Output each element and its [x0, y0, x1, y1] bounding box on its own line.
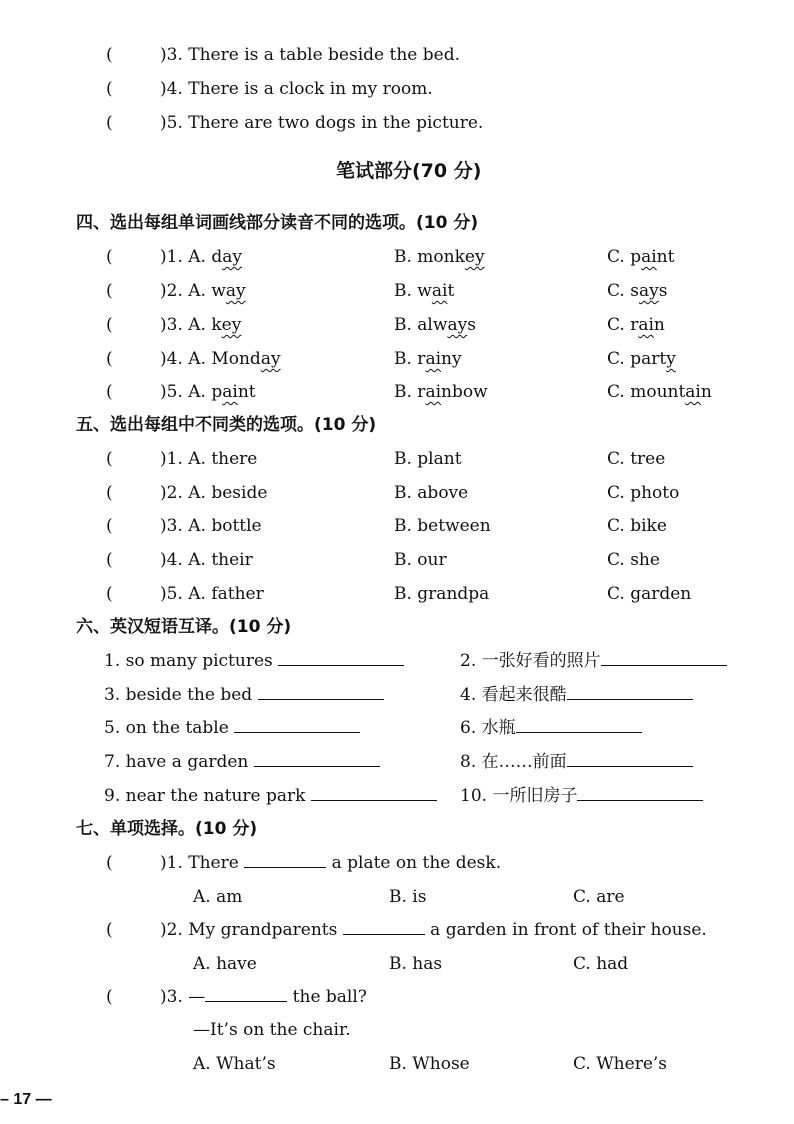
underlined-letters: ai — [425, 382, 442, 402]
category-option-a[interactable]: ( )3. A. bottle — [106, 516, 262, 536]
answer-blank[interactable] — [258, 685, 384, 700]
phrase-8: 8. 在……前面 — [460, 752, 693, 772]
category-option-b[interactable]: B. grandpa — [394, 584, 490, 604]
answer-paren[interactable]: ( — [106, 516, 113, 536]
answer-paren[interactable]: ( — [106, 853, 113, 873]
phrase-10: 10. 一所旧房子 — [460, 786, 703, 806]
underlined-letters: ai — [425, 349, 442, 369]
answer-paren[interactable]: ( — [106, 315, 113, 335]
answer-paren[interactable]: ( — [106, 449, 113, 469]
underlined-letters: ay — [638, 281, 659, 301]
item-text: )4. There is a clock in my room. — [160, 79, 433, 99]
phrase-4: 4. 看起来很酷 — [460, 685, 693, 705]
answer-paren[interactable]: ( — [106, 281, 113, 301]
phonics-option-a[interactable]: ( )4. A. Monday — [106, 349, 281, 369]
listening-item-5 — [106, 113, 483, 133]
phrase-7: 7. have a garden — [104, 752, 380, 772]
section-7-heading: 七、单项选择。(10 分) — [76, 819, 258, 839]
underlined-letters: ai — [222, 382, 238, 402]
category-option-b[interactable]: B. between — [394, 516, 491, 536]
category-option-c[interactable]: C. tree — [607, 449, 666, 469]
mc-question-2: ( )2. My grandparents a garden in front of their house. — [106, 920, 707, 940]
underlined-letters: ey — [221, 315, 242, 335]
listening-item-4 — [106, 79, 433, 99]
answer-blank[interactable] — [577, 786, 703, 801]
category-option-a[interactable]: ( )5. A. father — [106, 584, 264, 604]
item-text: )3. There is a table beside the bed. — [160, 45, 460, 65]
phrase-5: 5. on the table — [104, 718, 360, 738]
mc-option-b[interactable]: B. Whose — [389, 1054, 470, 1074]
category-option-c[interactable]: C. photo — [607, 483, 680, 503]
phonics-option-a[interactable]: ( )2. A. way — [106, 281, 246, 301]
answer-blank[interactable] — [205, 987, 287, 1002]
category-option-c[interactable]: C. garden — [607, 584, 692, 604]
phonics-option-c[interactable]: C. paint — [607, 247, 675, 267]
underlined-letters: ay — [222, 247, 242, 267]
answer-paren[interactable]: ( — [106, 45, 113, 65]
phonics-option-c[interactable]: C. party — [607, 349, 676, 369]
answer-blank[interactable] — [567, 752, 693, 767]
underlined-letters: ay — [260, 349, 281, 369]
phonics-option-a[interactable]: ( )3. A. key — [106, 315, 242, 335]
phonics-option-c[interactable]: C. mountain — [607, 382, 712, 402]
answer-blank[interactable] — [567, 685, 693, 700]
mc-option-b[interactable]: B. has — [389, 954, 443, 974]
answer-paren[interactable]: ( — [106, 79, 113, 99]
written-part-title: 笔试部分(70 分) — [336, 160, 482, 182]
phrase-3: 3. beside the bed — [104, 685, 384, 705]
category-option-c[interactable]: C. bike — [607, 516, 667, 536]
phonics-option-a[interactable]: ( )5. A. paint — [106, 382, 256, 402]
phonics-option-b[interactable]: B. wait — [394, 281, 455, 301]
underlined-letters: y — [666, 349, 676, 369]
answer-blank[interactable] — [516, 718, 642, 733]
answer-blank[interactable] — [311, 786, 437, 801]
answer-paren[interactable]: ( — [106, 584, 113, 604]
phrase-6: 6. 水瓶 — [460, 718, 642, 738]
answer-paren[interactable]: ( — [106, 920, 113, 940]
underlined-letters: ai — [431, 281, 448, 301]
page-number: – 17 — — [0, 1091, 52, 1108]
dialogue-reply: —It’s on the chair. — [193, 1020, 351, 1040]
phonics-option-c[interactable]: C. says — [607, 281, 668, 301]
item-text: )5. There are two dogs in the picture. — [160, 113, 484, 133]
mc-question-3: ( )3. — the ball? — [106, 987, 367, 1007]
underlined-letters: ai — [638, 315, 654, 335]
phrase-2: 2. 一张好看的照片 — [460, 651, 727, 671]
category-option-a[interactable]: ( )4. A. their — [106, 550, 253, 570]
underlined-letters: ay — [225, 281, 246, 301]
section-5-heading: 五、选出每组中不同类的选项。(10 分) — [76, 415, 377, 435]
answer-paren[interactable]: ( — [106, 987, 113, 1007]
mc-option-a[interactable]: A. What’s — [193, 1054, 276, 1074]
mc-option-a[interactable]: A. have — [193, 954, 257, 974]
answer-paren[interactable]: ( — [106, 382, 113, 402]
phonics-option-b[interactable]: B. monkey — [394, 247, 485, 267]
answer-paren[interactable]: ( — [106, 483, 113, 503]
mc-option-c[interactable]: C. are — [573, 887, 625, 907]
answer-blank[interactable] — [254, 752, 380, 767]
answer-paren[interactable]: ( — [106, 550, 113, 570]
phonics-option-b[interactable]: B. rainy — [394, 349, 462, 369]
underlined-letters: ey — [464, 247, 485, 267]
phrase-1: 1. so many pictures — [104, 651, 404, 671]
section-4-heading: 四、选出每组单词画线部分读音不同的选项。(10 分) — [76, 213, 479, 233]
section-6-heading: 六、英汉短语互译。(10 分) — [76, 617, 292, 637]
category-option-b[interactable]: B. above — [394, 483, 469, 503]
category-option-c[interactable]: C. she — [607, 550, 660, 570]
underlined-letters: ai — [641, 247, 657, 267]
category-option-a[interactable]: ( )1. A. there — [106, 449, 258, 469]
category-option-a[interactable]: ( )2. A. beside — [106, 483, 268, 503]
answer-paren[interactable]: ( — [106, 113, 113, 133]
mc-question-1: ( )1. There a plate on the desk. — [106, 853, 502, 873]
phonics-option-b[interactable]: B. rainbow — [394, 382, 488, 402]
answer-paren[interactable]: ( — [106, 349, 113, 369]
mc-option-a[interactable]: A. am — [193, 887, 243, 907]
underlined-letters: ay — [447, 315, 468, 335]
category-option-b[interactable]: B. plant — [394, 449, 462, 469]
phrase-9: 9. near the nature park — [104, 786, 437, 806]
answer-paren[interactable]: ( — [106, 247, 113, 267]
listening-item-3 — [106, 45, 460, 65]
mc-option-c[interactable]: C. had — [573, 954, 629, 974]
answer-blank[interactable] — [601, 651, 727, 666]
answer-blank[interactable] — [234, 718, 360, 733]
phonics-option-a[interactable]: ( )1. A. day — [106, 247, 242, 267]
mc-option-b[interactable]: B. is — [389, 887, 427, 907]
phonics-option-c[interactable]: C. rain — [607, 315, 665, 335]
answer-blank[interactable] — [343, 920, 425, 935]
category-option-b[interactable]: B. our — [394, 550, 447, 570]
answer-blank[interactable] — [244, 853, 326, 868]
answer-blank[interactable] — [278, 651, 404, 666]
mc-option-c[interactable]: C. Where’s — [573, 1054, 668, 1074]
underlined-letters: ai — [685, 382, 701, 402]
phonics-option-b[interactable]: B. always — [394, 315, 476, 335]
